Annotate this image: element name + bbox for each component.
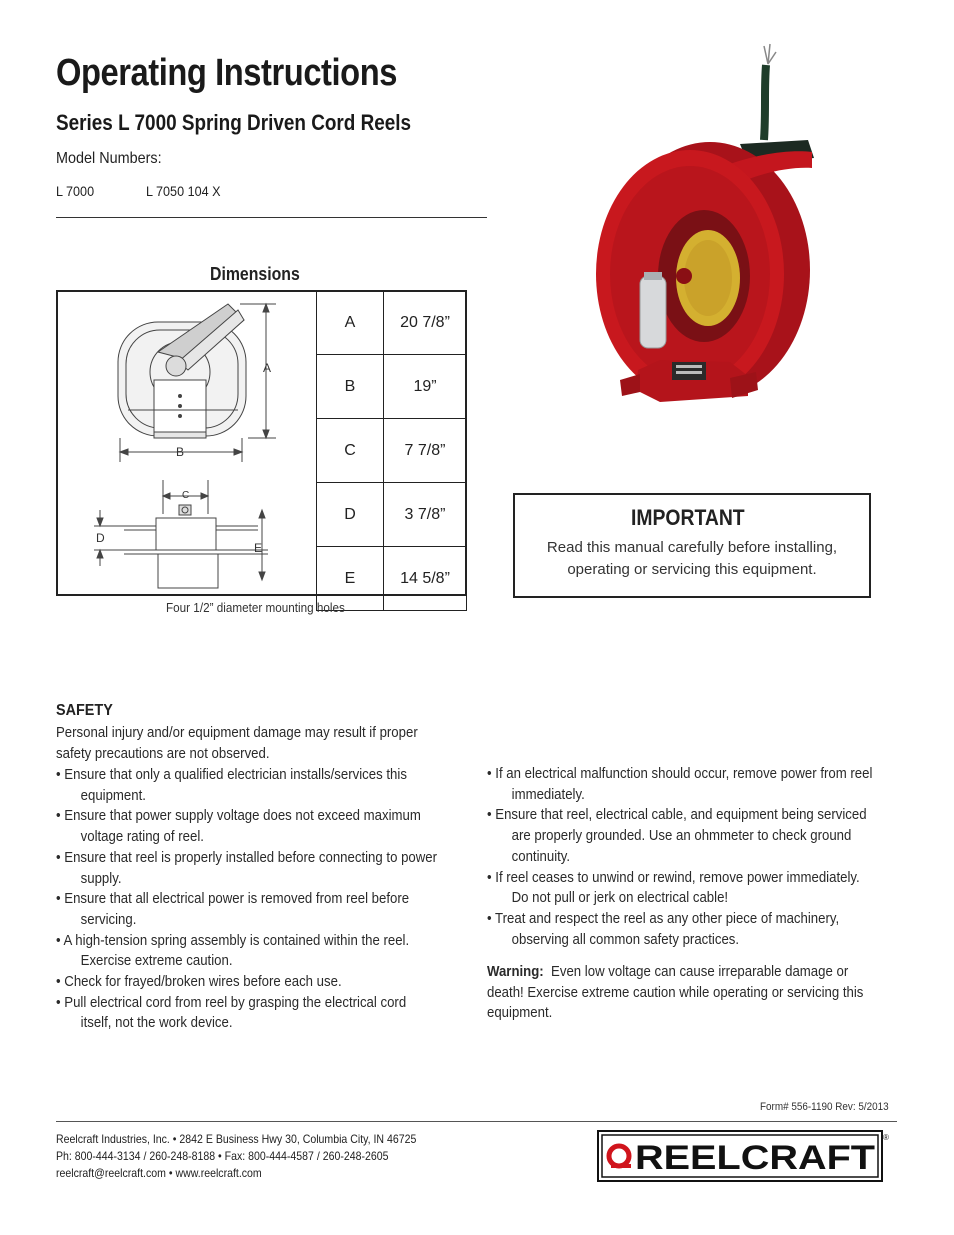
logo-text: REELCRAFT [635, 1139, 876, 1177]
list-item [487, 868, 872, 909]
company-address: Reelcraft Industries, Inc. • 2842 E Business Hwy 30, Columbia City, IN 46725 [56, 1132, 417, 1146]
bullet-text: voltage rating of reel. [80, 828, 204, 846]
dim-letter: A [317, 291, 384, 355]
dim-label-b: B [176, 445, 185, 459]
bullet-text: • Ensure that all electrical power is removed from reel before [56, 890, 410, 908]
dim-value: 14 5/8” [384, 547, 467, 611]
reel-dimension-drawing [58, 292, 315, 594]
bullet-text: • Ensure that reel, electrical cable, and equipment being serviced [487, 806, 867, 824]
bullet-text: • Ensure that only a qualified electrician installs/services this [56, 766, 407, 783]
list-item [56, 993, 437, 1034]
company-contact: reelcraft@reelcraft.com • www.reelcraft.com [56, 1166, 262, 1180]
important-title: IMPORTANT [631, 505, 745, 530]
safety-list-left [56, 765, 437, 1034]
dim-value: 19” [384, 355, 467, 419]
safety-heading: SAFETY [56, 702, 113, 719]
important-text: Read this manual carefully before installing, [546, 539, 838, 556]
mounting-holes-note: Four 1/2” diameter mounting holes [166, 600, 345, 615]
list-item [56, 931, 437, 972]
bullet-text: • Pull electrical cord from reel by grasping the electrical cord [56, 993, 407, 1011]
dim-value: 20 7/8” [384, 291, 467, 355]
dim-letter: D [317, 483, 384, 547]
bullet-text: equipment. [80, 786, 146, 804]
reelcraft-logo [597, 1130, 889, 1182]
bullet-text: Exercise extreme caution. [80, 952, 233, 970]
dim-value: 7 7/8” [384, 419, 467, 483]
page-subtitle: Series L 7000 Spring Driven Cord Reels [56, 110, 412, 135]
list-item [56, 848, 437, 889]
dim-label-d: D [96, 531, 105, 545]
bullet-text: • Ensure that power supply voltage does not exceed maximum [56, 807, 421, 825]
registered-mark: ® [883, 1133, 889, 1142]
bullet-text: observing all common safety practices. [511, 930, 740, 948]
divider [56, 1121, 897, 1122]
bullet-text: • If reel ceases to unwind or rewind, remove power immediately. [487, 868, 860, 886]
warning-text: Even low voltage can cause irreparable damage or [551, 963, 849, 980]
cord-reel-image [580, 40, 820, 418]
table-row [317, 483, 467, 547]
list-item [56, 765, 437, 806]
list-item [487, 909, 872, 950]
safety-list-right [487, 764, 872, 950]
table-row [317, 419, 467, 483]
divider [56, 217, 487, 218]
model-number: L 7000 [56, 183, 95, 199]
bullet-text: • Check for frayed/broken wires before each use. [56, 973, 342, 991]
warning-text: death! Exercise extreme caution while operating or servicing this [487, 983, 864, 1001]
list-item [56, 806, 437, 847]
dim-label-e: E [254, 541, 263, 555]
dim-label-c: C [182, 490, 190, 501]
model-number: L 7050 104 X [146, 183, 221, 199]
safety-intro-line: safety precautions are not observed. [56, 744, 270, 762]
page-title: Operating Instructions [56, 52, 397, 94]
bullet-text: Do not pull or jerk on electrical cable! [511, 889, 729, 907]
bullet-text: • Ensure that reel is properly installed before connecting to power [56, 848, 438, 866]
warning-text: equipment. [487, 1004, 553, 1022]
dim-value: 3 7/8” [384, 483, 467, 547]
dim-letter: E [317, 547, 384, 611]
safety-intro [56, 723, 418, 764]
list-item [56, 972, 437, 993]
bullet-text: continuity. [511, 847, 571, 865]
list-item [487, 764, 872, 805]
dim-letter: B [317, 355, 384, 419]
bullet-text: immediately. [511, 785, 585, 803]
dim-letter: C [317, 419, 384, 483]
list-item [487, 805, 872, 867]
important-text: operating or servicing this equipment. [567, 561, 817, 578]
safety-intro-line: Personal injury and/or equipment damage may result if proper [56, 724, 418, 741]
bullet-text: • If an electrical malfunction should occur, remove power from reel [487, 765, 873, 782]
model-numbers-label: Model Numbers: [56, 150, 162, 167]
dim-label-a: A [263, 361, 272, 375]
bullet-text: are properly grounded. Use an ohmmeter to check ground [511, 827, 852, 845]
warning-paragraph [487, 962, 863, 1024]
form-number: Form# 556-1190 Rev: 5/2013 [760, 1101, 889, 1113]
warning-label: Warning: [487, 963, 544, 980]
bullet-text: itself, not the work device. [80, 1014, 233, 1032]
dimensions-table [316, 290, 467, 611]
list-item [56, 889, 437, 930]
bullet-text: • A high-tension spring assembly is contained within the reel. [56, 931, 410, 949]
bullet-text: • Treat and respect the reel as any other piece of machinery, [487, 909, 840, 927]
dimensions-heading: Dimensions [210, 264, 300, 284]
table-row [317, 291, 467, 355]
bullet-text: servicing. [80, 910, 137, 928]
bullet-text: supply. [80, 869, 122, 887]
table-row [317, 355, 467, 419]
company-phone: Ph: 800-444-3134 / 260-248-8188 • Fax: 800-444-4587 / 260-248-2605 [56, 1149, 389, 1163]
